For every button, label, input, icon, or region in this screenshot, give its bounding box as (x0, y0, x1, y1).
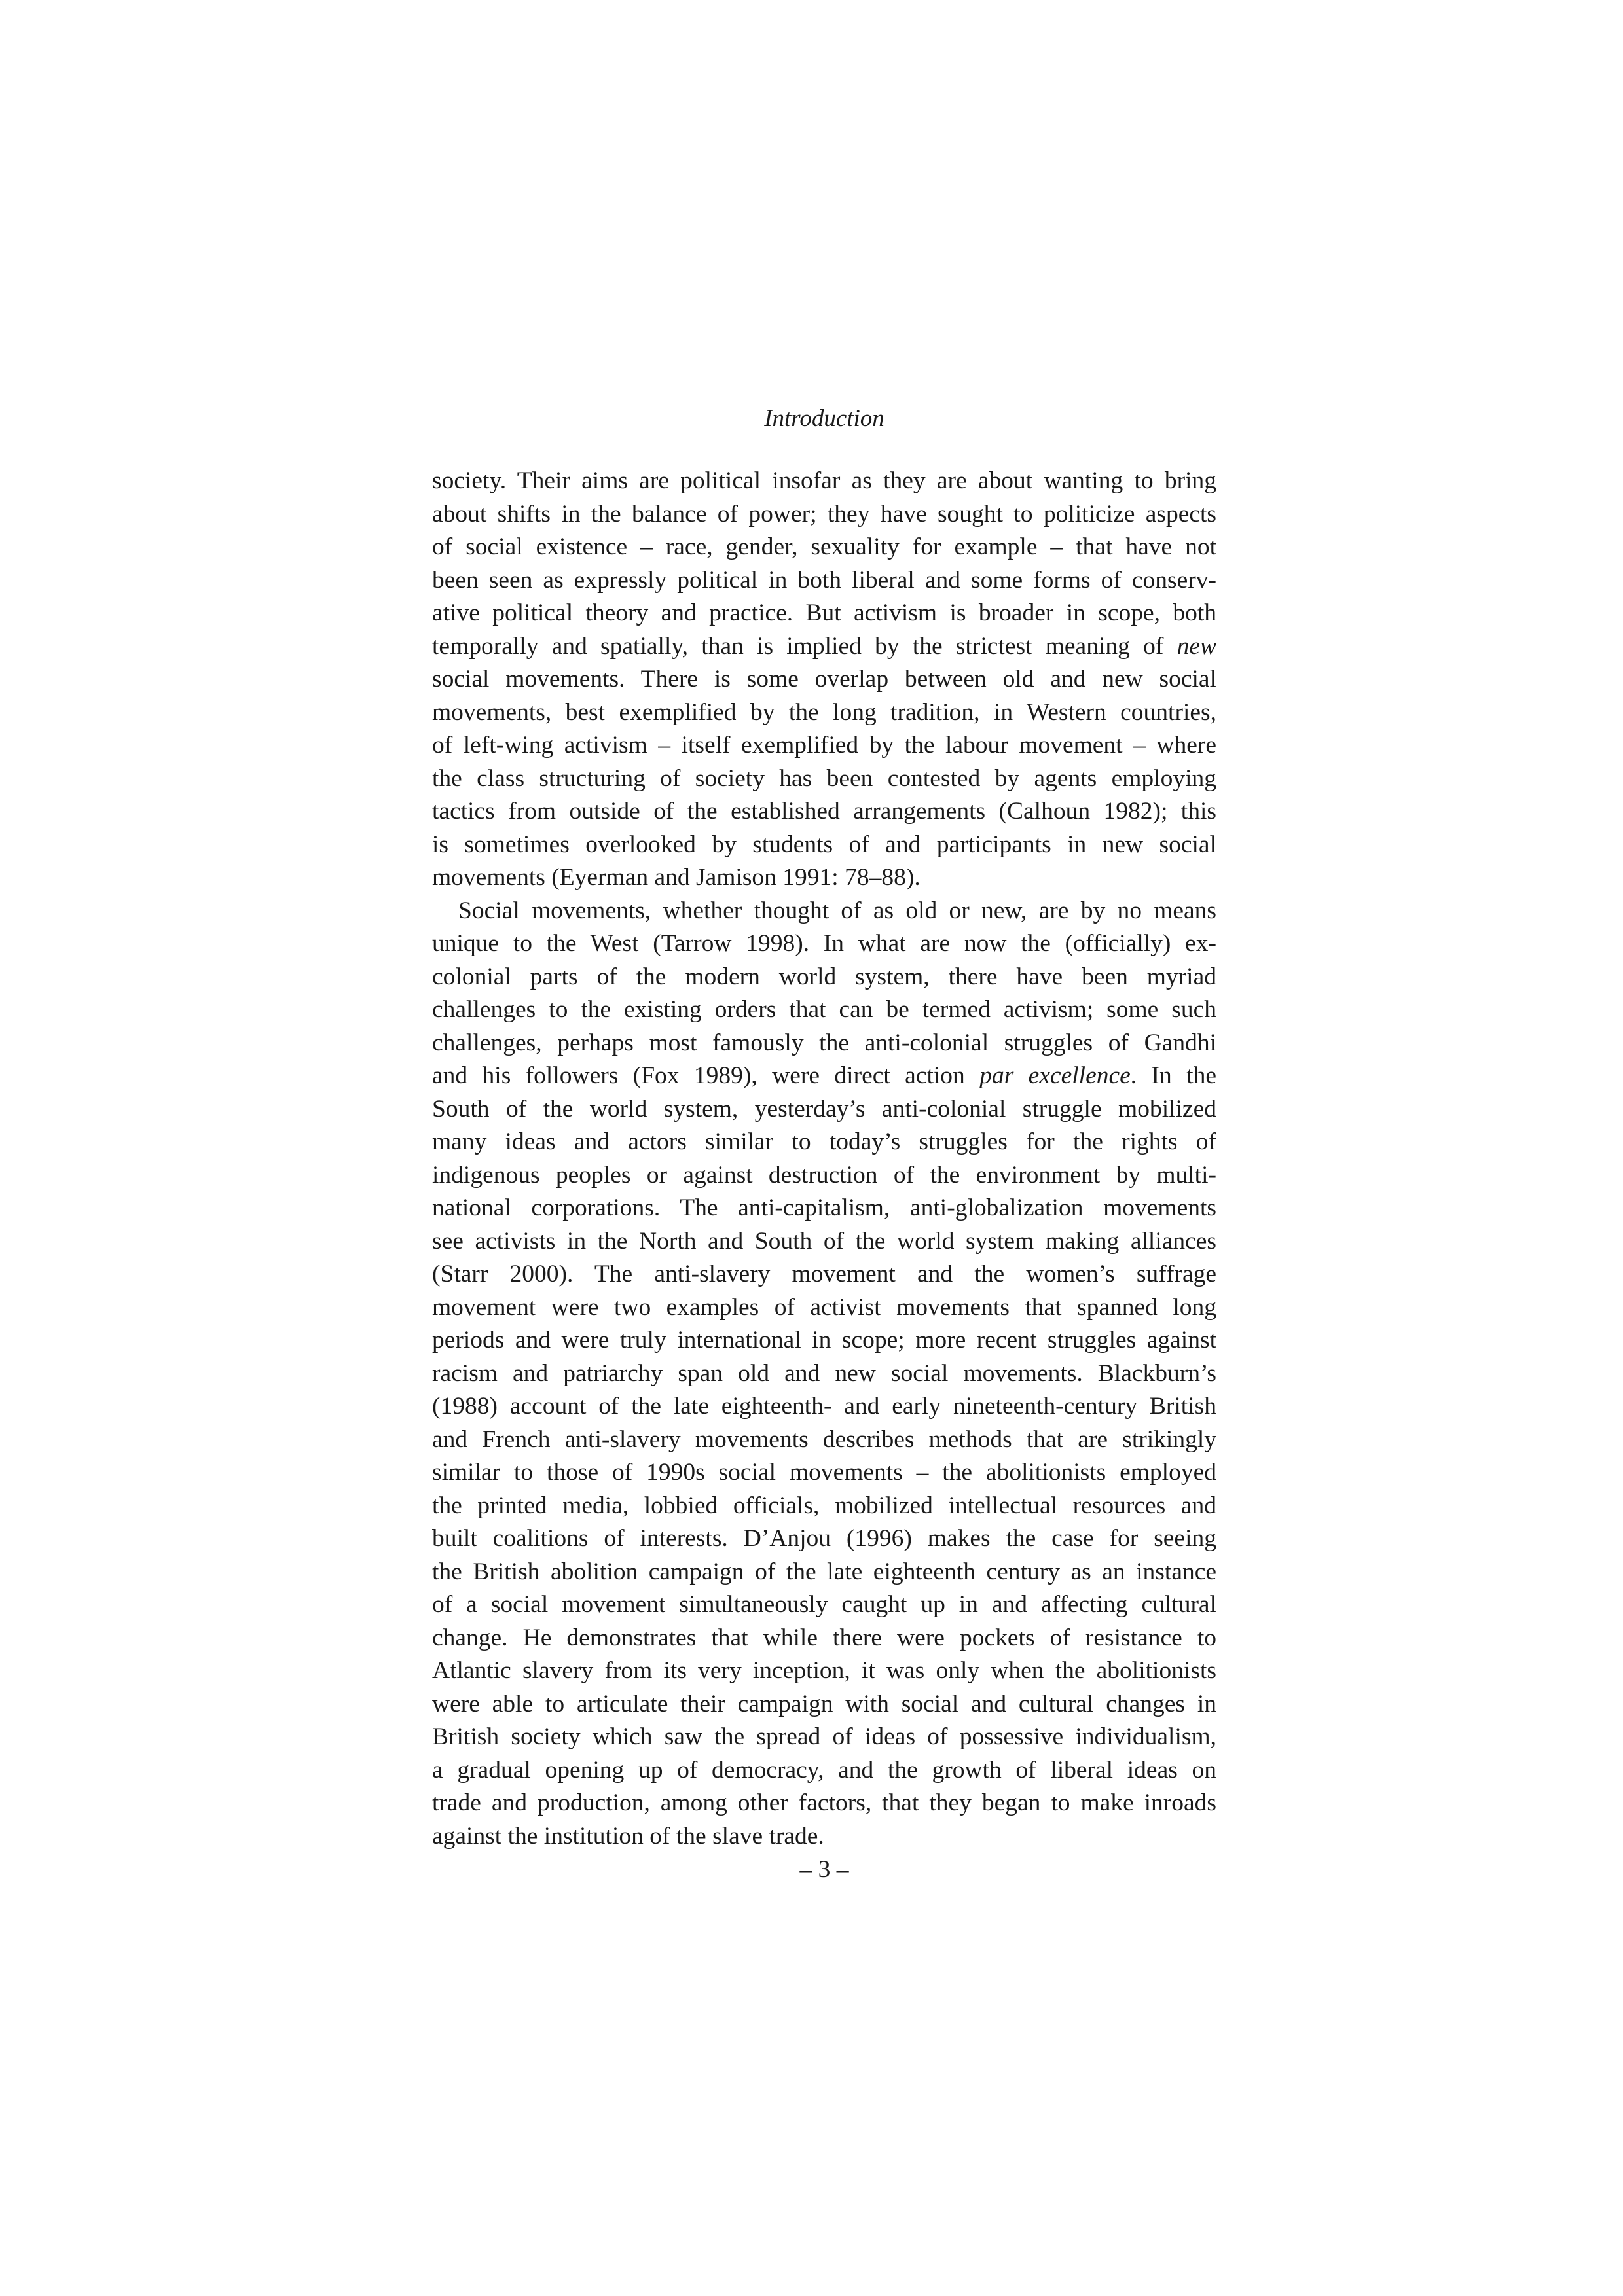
text-line: unique to the West (Tarrow 1998). In what are now the (officially) ex- (432, 930, 1216, 957)
body-text (432, 465, 1216, 1853)
text-line: similar to those of 1990s social movements – the abolitionists employed (432, 1459, 1216, 1486)
text-line: trade and production, among other factors, that they began to make inroads (432, 1789, 1216, 1816)
text-line: a gradual opening up of democracy, and the growth of liberal ideas on (432, 1756, 1216, 1784)
text-line: society. Their aims are political insofar as they are about wanting to bring (432, 467, 1216, 494)
text-line: the class structuring of society has been contested by agents employing (432, 764, 1216, 792)
text-line: (1988) account of the late eighteenth- and early nineteenth-century British (432, 1393, 1216, 1420)
italic-term: new (1176, 632, 1216, 660)
text-line: tactics from outside of the established arrangements (Calhoun 1982); this (432, 798, 1216, 825)
italic-term: par excellence (979, 1062, 1131, 1089)
text-line: temporally and spatially, than is implied by the strictest meaning of new (432, 632, 1216, 660)
running-head: Introduction (764, 405, 884, 432)
text-line: is sometimes overlooked by students of and participants in new social (432, 831, 1216, 858)
text-line: movement were two examples of activist movements that spanned long (432, 1293, 1216, 1321)
text-line: of social existence – race, gender, sexuality for example – that have not (432, 533, 1216, 560)
text-line: national corporations. The anti-capitalism, anti-globalization movements (432, 1194, 1216, 1221)
text-line: Social movements, whether thought of as old or new, are by no means (458, 897, 1216, 924)
text-line: were able to articulate their campaign with social and cultural changes in (432, 1690, 1216, 1717)
text-line: and French anti-slavery movements describes methods that are strikingly (432, 1426, 1216, 1453)
text-line: change. He demonstrates that while there were pockets of resistance to (432, 1624, 1216, 1651)
text-line: challenges to the existing orders that can be termed activism; some such (432, 996, 1216, 1023)
text-line: about shifts in the balance of power; they have sought to politicize aspects (432, 500, 1216, 528)
page-number: – 3 – (799, 1856, 849, 1883)
text-line: periods and were truly international in scope; more recent struggles against (432, 1327, 1216, 1354)
text-line: many ideas and actors similar to today’s struggles for the rights of (432, 1128, 1216, 1155)
paragraph (432, 895, 1216, 1854)
text-line: movements, best exemplified by the long tradition, in Western countries, (432, 698, 1216, 726)
text-line: the British abolition campaign of the late eighteenth century as an instance (432, 1558, 1216, 1585)
text-line: built coalitions of interests. D’Anjou (1996) makes the case for seeing (432, 1525, 1216, 1552)
text-line: South of the world system, yesterday’s anti-colonial struggle mobilized (432, 1095, 1216, 1122)
text-line: see activists in the North and South of the world system making alliances (432, 1227, 1216, 1255)
text-line: against the institution of the slave trade. (432, 1822, 824, 1850)
text-line: indigenous peoples or against destruction of the environment by multi- (432, 1161, 1216, 1189)
text-line: colonial parts of the modern world system, there have been myriad (432, 963, 1216, 990)
text-line: (Starr 2000). The anti-slavery movement and the women’s suffrage (432, 1261, 1216, 1287)
text-line: and his followers (Fox 1989), were direct action par excellence. In the (432, 1062, 1216, 1089)
text-line: of left-wing activism – itself exemplified by the labour movement – where (432, 732, 1216, 759)
text-line: racism and patriarchy span old and new social movements. Blackburn’s (432, 1359, 1216, 1387)
text-line: movements (Eyerman and Jamison 1991: 78–88). (432, 864, 921, 891)
text-line: Atlantic slavery from its very inception, it was only when the abolitionists (432, 1657, 1216, 1684)
text-line: social movements. There is some overlap between old and new social (432, 666, 1216, 692)
text-line: the printed media, lobbied officials, mobilized intellectual resources and (432, 1492, 1216, 1519)
text-line: ative political theory and practice. But activism is broader in scope, both (432, 600, 1216, 626)
paragraph (432, 465, 1216, 895)
text-line: British society which saw the spread of ideas of possessive individualism, (432, 1723, 1216, 1750)
text-line: of a social movement simultaneously caught up in and affecting cultural (432, 1591, 1216, 1618)
text-line: been seen as expressly political in both liberal and some forms of conserv- (432, 566, 1216, 594)
text-line: challenges, perhaps most famously the anti-colonial struggles of Gandhi (432, 1029, 1216, 1056)
